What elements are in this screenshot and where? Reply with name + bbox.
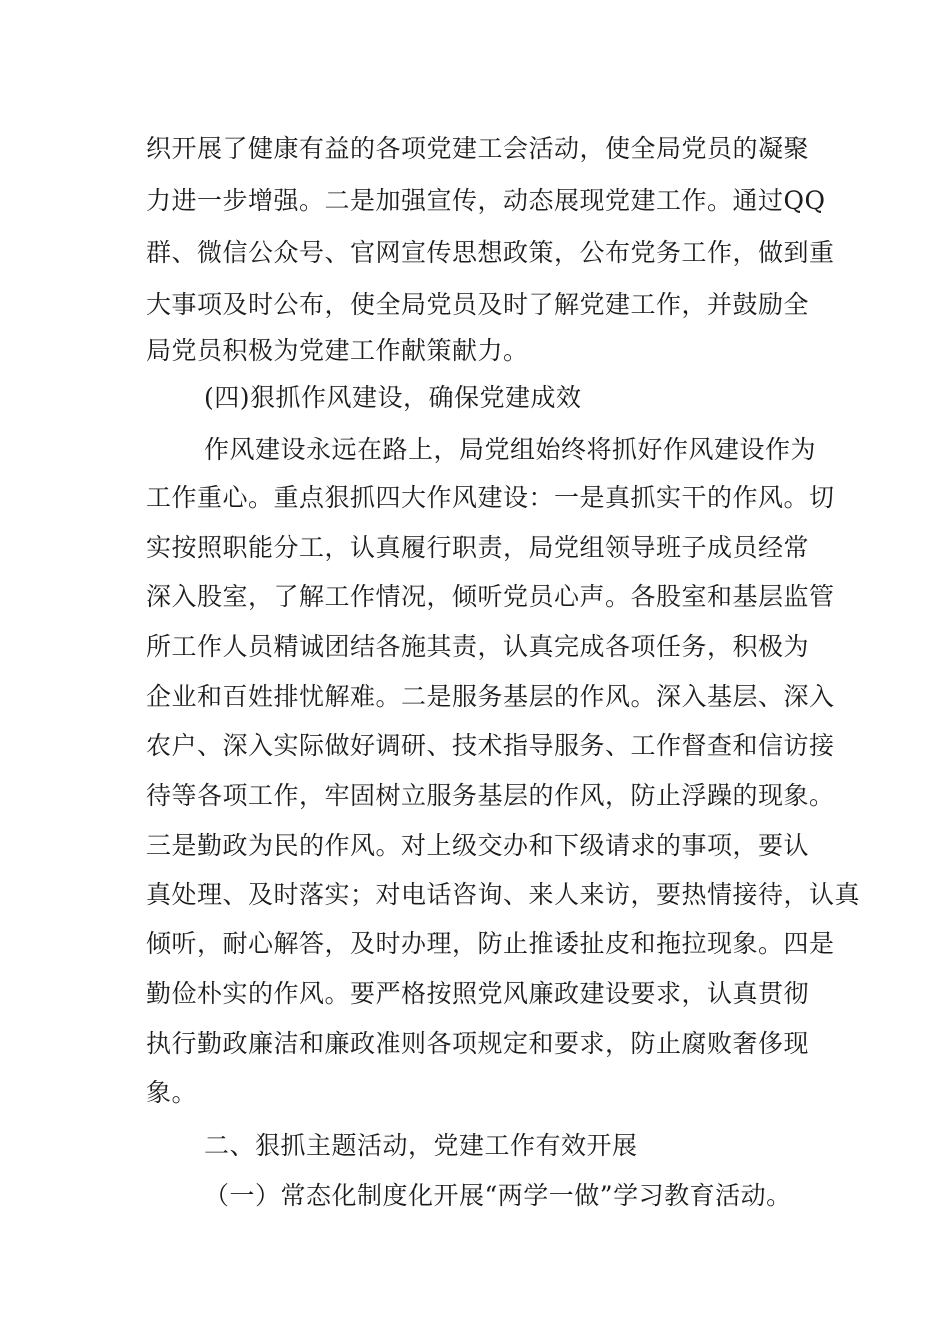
section-heading: 二、狠抓主题活动，党建工作有效开展 [204, 1131, 638, 1160]
body-text-line: 待等各项工作，牢固树立服务基层的作风，防止浮躁的现象。 [146, 781, 835, 810]
body-text-line: 力进一步增强。二是加强宣传，动态展现党建工作。通过QQ [146, 186, 826, 215]
section-heading: (四)狠抓作风建设，确保党建成效 [204, 383, 582, 412]
body-text-line: 农户、深入实际做好调研、技术指导服务、工作督查和信访接 [146, 731, 835, 760]
body-text-line: 大事项及时公布，使全局党员及时了解党建工作，并鼓励全 [146, 290, 810, 319]
body-text-line: 作风建设永远在路上，局党组始终将抓好作风建设作为 [204, 435, 817, 464]
body-text-line: 象。 [146, 1078, 198, 1107]
body-text-line: 工作重心。重点狠抓四大作风建设：一是真抓实干的作风。切 [146, 483, 835, 512]
body-text-line: 三是勤政为民的作风。对上级交办和下级请求的事项，要认 [146, 831, 810, 860]
body-text-line: 深入股室，了解工作情况，倾听党员心声。各股室和基层监管 [146, 582, 835, 611]
body-text-line: 勤俭朴实的作风。要严格按照党风廉政建设要求，认真贯彻 [146, 979, 810, 1008]
body-text-line: 所工作人员精诚团结各施其责，认真完成各项任务，积极为 [146, 632, 810, 661]
body-text-line: 群、微信公众号、官网宣传思想政策，公布党务工作，做到重 [146, 238, 835, 267]
body-text-line: 企业和百姓排忧解难。二是服务基层的作风。深入基层、深入 [146, 682, 835, 711]
subsection-heading: （一）常态化制度化开展“两学一做”学习教育活动。 [204, 1181, 792, 1210]
body-text-line: 倾听，耐心解答，及时办理，防止推诿扯皮和拖拉现象。四是 [146, 929, 835, 958]
body-text-line: 织开展了健康有益的各项党建工会活动，使全局党员的凝聚 [146, 134, 810, 163]
body-text-line: 局党员积极为党建工作献策献力。 [146, 336, 529, 365]
body-text-line: 实按照职能分工，认真履行职责，局党组领导班子成员经常 [146, 533, 810, 562]
body-text-line: 执行勤政廉洁和廉政准则各项规定和要求，防止腐败奢侈现 [146, 1029, 810, 1058]
body-text-line: 真处理、及时落实；对电话咨询、来人来访，要热情接待，认真 [146, 880, 861, 909]
